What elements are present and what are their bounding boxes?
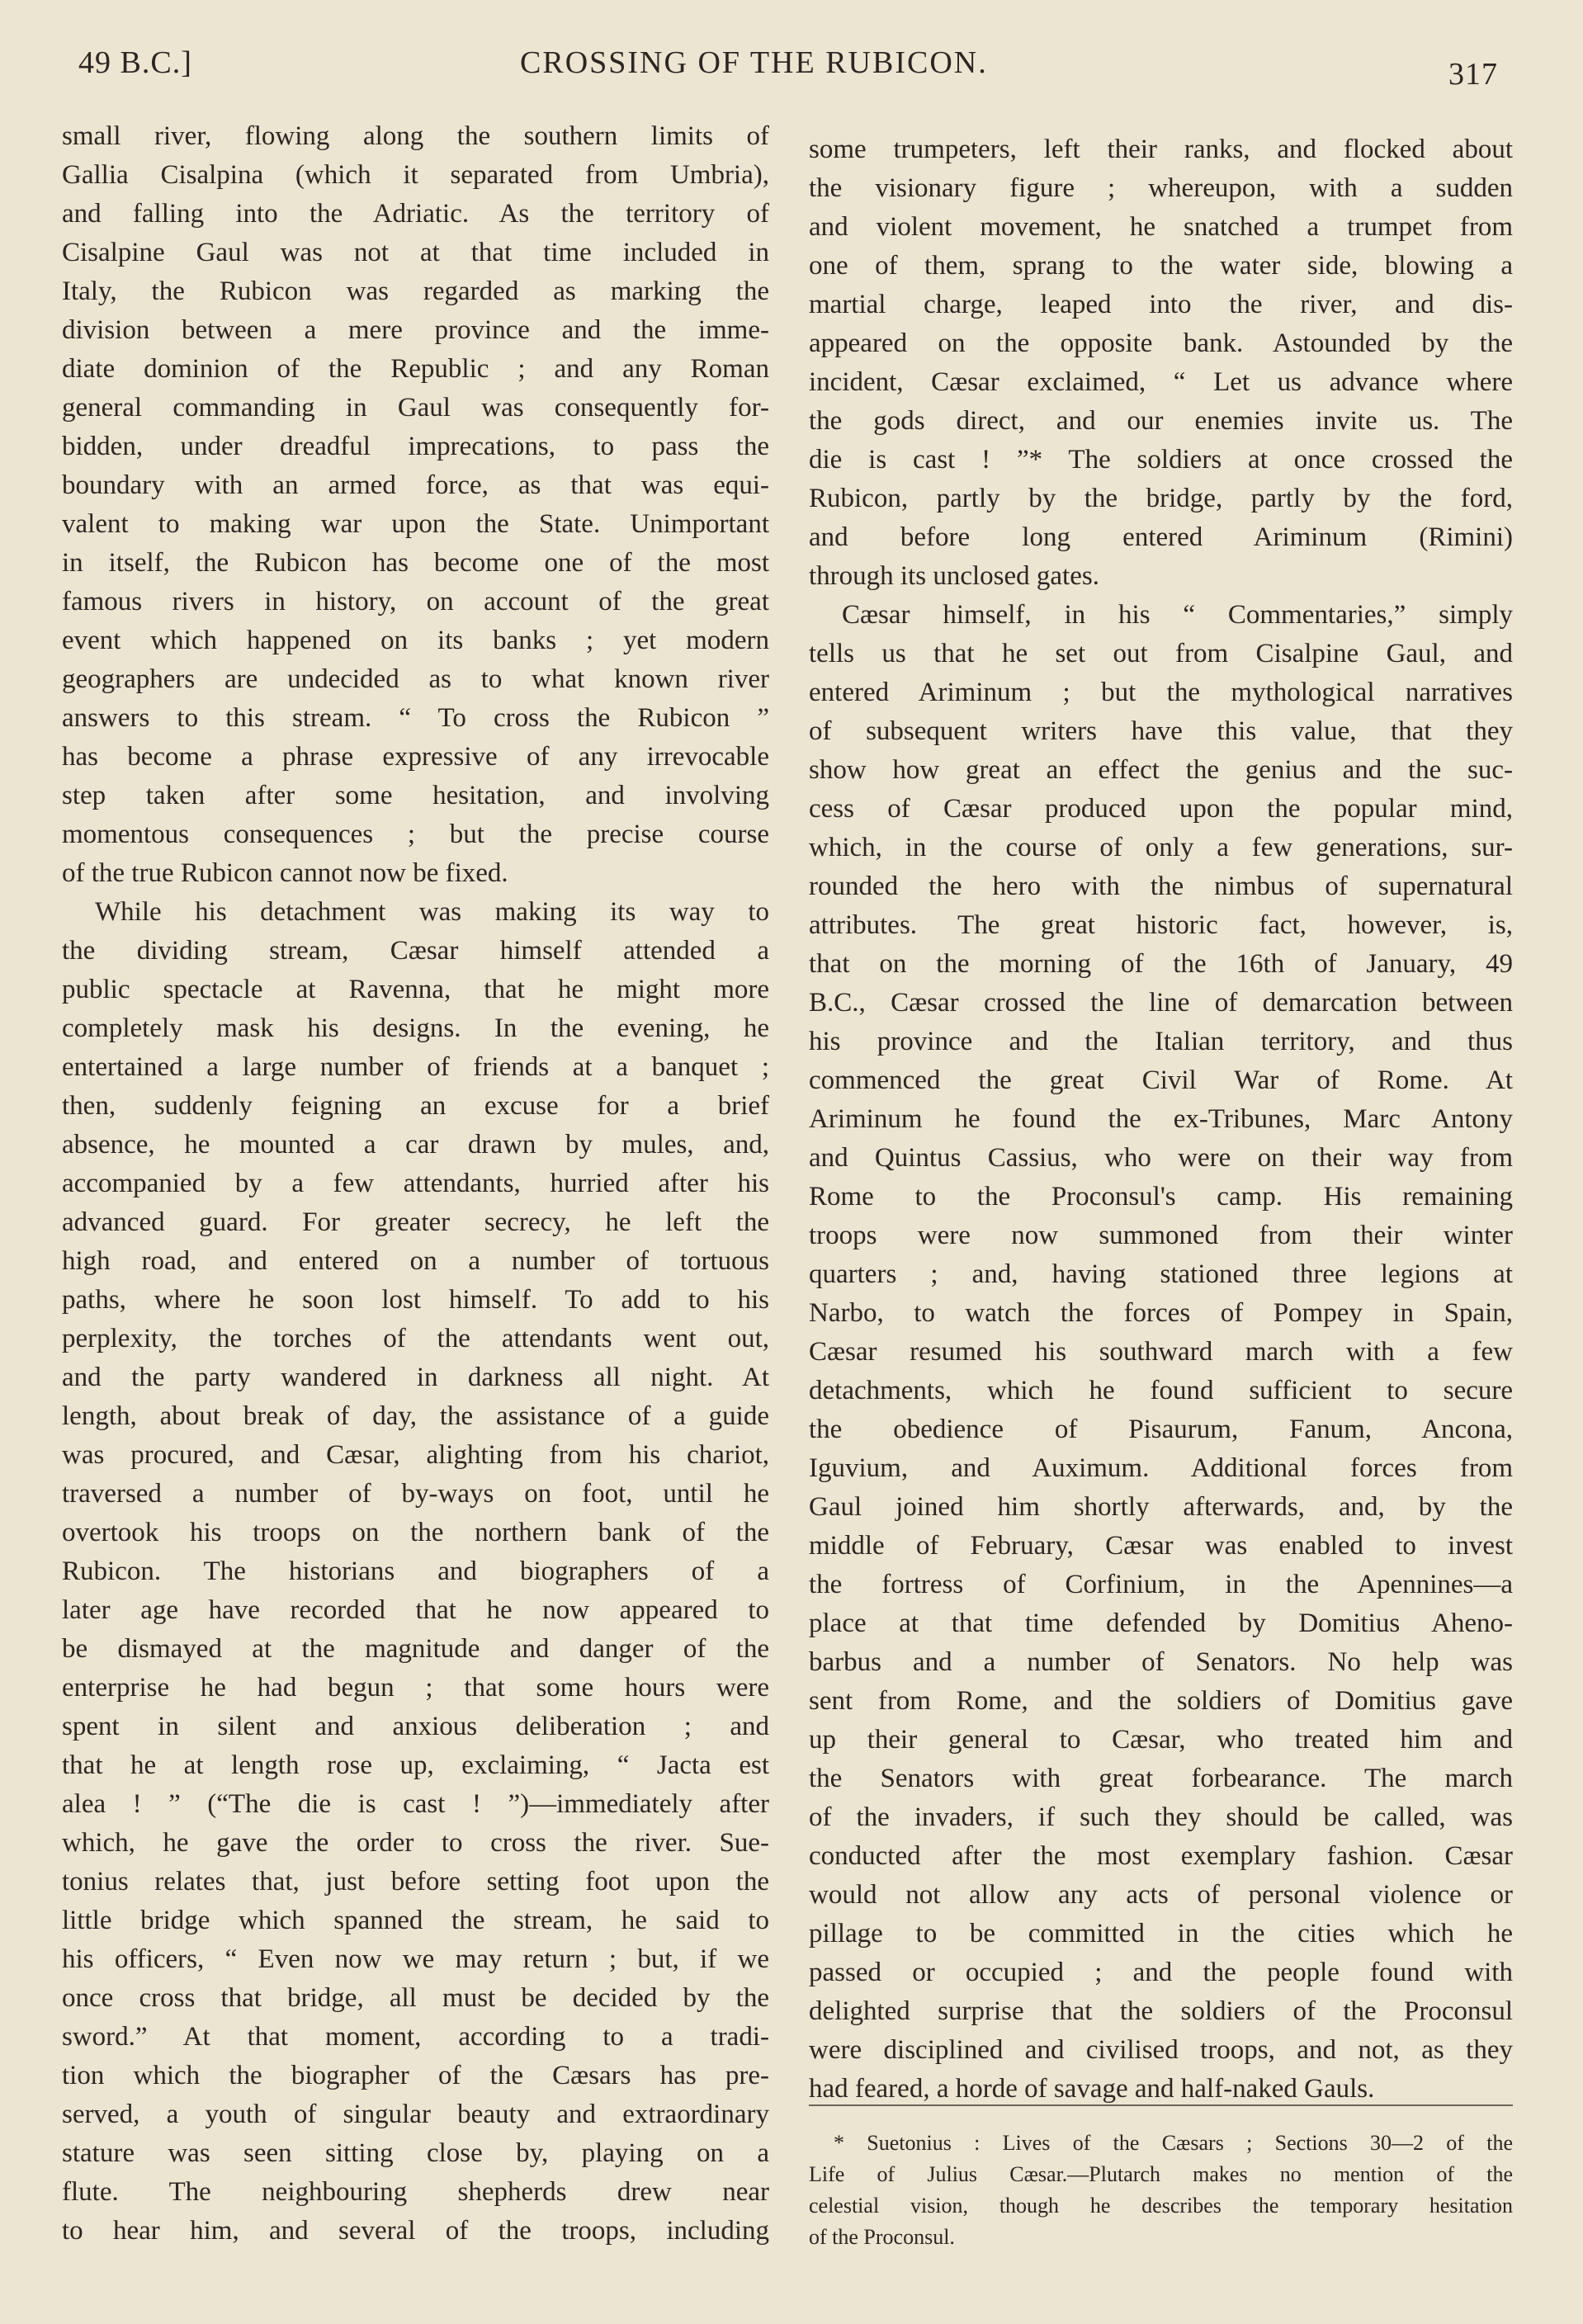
text-line: Rubicon, partly by the bridge, partly by the ford, — [809, 484, 1513, 513]
text-line: has become a phrase expressive of any irrevocable — [62, 742, 769, 772]
text-line: little bridge which spanned the stream, he said to — [62, 1906, 769, 1935]
text-line: flute. The neighbouring shepherds drew near — [62, 2177, 769, 2207]
text-line: alea ! ” (“The die is cast ! ”)—immediately after — [62, 1789, 769, 1819]
text-line: had feared, a horde of savage and half-naked Gauls. — [809, 2074, 1375, 2104]
text-line: which, in the course of only a few generations, sur- — [809, 833, 1513, 862]
text-line: famous rivers in history, on account of the great — [62, 587, 769, 616]
text-line: completely mask his designs. In the evening, he — [62, 1013, 769, 1043]
text-line: that on the morning of the 16th of January, 49 — [809, 949, 1513, 979]
text-line: through its unclosed gates. — [809, 561, 1099, 591]
text-line: was procured, and Cæsar, alighting from his chariot, — [62, 1440, 769, 1470]
text-line: pillage to be committed in the cities which he — [809, 1919, 1513, 1948]
text-line: appeared on the opposite bank. Astounded by the — [809, 328, 1513, 358]
text-line: up their general to Cæsar, who treated him and — [809, 1725, 1513, 1755]
text-line: and the party wandered in darkness all night. At — [62, 1363, 769, 1392]
text-line: sword.” At that moment, according to a tradi- — [62, 2022, 769, 2052]
text-line: of the true Rubicon cannot now be fixed. — [62, 858, 508, 888]
text-line: valent to making war upon the State. Unimportant — [62, 509, 769, 539]
text-line: of the Proconsul. — [809, 2225, 955, 2249]
text-line: quarters ; and, having stationed three legions at — [809, 1259, 1513, 1289]
text-line: passed or occupied ; and the people found with — [809, 1958, 1513, 1987]
text-line: martial charge, leaped into the river, and dis- — [809, 290, 1513, 319]
text-line: place at that time defended by Domitius Aheno- — [809, 1608, 1513, 1638]
text-line: bidden, under dreadful imprecations, to pass the — [62, 432, 769, 461]
text-line: step taken after some hesitation, and involving — [62, 781, 769, 810]
footnote — [809, 2128, 1513, 2253]
text-line: absence, he mounted a car drawn by mules, and, — [62, 1130, 769, 1160]
text-line: then, suddenly feigning an excuse for a brief — [62, 1091, 769, 1121]
text-line: Rubicon. The historians and biographers of a — [62, 1556, 769, 1586]
text-line: stature was seen sitting close by, playing on a — [62, 2138, 769, 2168]
text-line: enterprise he had begun ; that some hours were — [62, 1673, 769, 1703]
text-line: diate dominion of the Republic ; and any Roman — [62, 354, 769, 384]
text-line: which, he gave the order to cross the river. Sue- — [62, 1828, 769, 1858]
text-line: some trumpeters, left their ranks, and flocked about — [809, 135, 1513, 164]
text-line: event which happened on its banks ; yet modern — [62, 626, 769, 655]
text-line: tonius relates that, just before setting foot upon the — [62, 1867, 769, 1897]
running-header — [62, 40, 1506, 97]
text-line: B.C., Cæsar crossed the line of demarcation between — [809, 988, 1513, 1018]
text-line: Ariminum he found the ex-Tribunes, Marc Antony — [809, 1104, 1513, 1134]
text-line: Life of Julius Cæsar.—Plutarch makes no mention of the — [809, 2162, 1513, 2186]
text-line: Gallia Cisalpina (which it separated from Umbria), — [62, 160, 769, 190]
text-line: delighted surprise that the soldiers of the Proconsul — [809, 1996, 1513, 2026]
text-line: would not allow any acts of personal violence or — [809, 1880, 1513, 1910]
text-line: Gaul joined him shortly afterwards, and, by the — [809, 1492, 1513, 1522]
text-line: * Suetonius : Lives of the Cæsars ; Sections 30—2 of the — [834, 2131, 1513, 2155]
text-line: the Senators with great forbearance. The march — [809, 1764, 1513, 1793]
text-line: entertained a large number of friends at a banquet ; — [62, 1052, 769, 1082]
text-line: conducted after the most exemplary fashion. Cæsar — [809, 1841, 1513, 1871]
text-line: to hear him, and several of the troops, including — [62, 2216, 769, 2246]
text-line: one of them, sprang to the water side, blowing a — [809, 251, 1513, 281]
text-line: served, a youth of singular beauty and extraordinary — [62, 2100, 769, 2129]
text-line: Iguvium, and Auximum. Additional forces from — [809, 1453, 1513, 1483]
text-line: tells us that he set out from Cisalpine Gaul, and — [809, 639, 1513, 668]
text-line: Cæsar resumed his southward march with a few — [809, 1337, 1513, 1367]
text-line: the gods direct, and our enemies invite us. The — [809, 406, 1513, 436]
text-line: barbus and a number of Senators. No help was — [809, 1647, 1513, 1677]
text-line: his province and the Italian territory, and thus — [809, 1027, 1513, 1056]
text-line: spent in silent and anxious deliberation ; and — [62, 1712, 769, 1741]
text-line: commenced the great Civil War of Rome. At — [809, 1065, 1513, 1095]
header-date: 49 B.C.] — [78, 45, 192, 80]
text-line: later age have recorded that he now appeared to — [62, 1595, 769, 1625]
text-line: high road, and entered on a number of tortuous — [62, 1246, 769, 1276]
text-line: momentous consequences ; but the precise course — [62, 820, 769, 849]
text-line: and before long entered Ariminum (Rimini) — [809, 522, 1513, 552]
header-title: CROSSING OF THE RUBICON. — [520, 45, 988, 80]
text-line: that he at length rose up, exclaiming, “ Jacta est — [62, 1750, 769, 1780]
text-line: perplexity, the torches of the attendants went out, — [62, 1324, 769, 1353]
text-line: the fortress of Corfinium, in the Apennines—a — [809, 1570, 1513, 1599]
text-line: were disciplined and civilised troops, and not, as they — [809, 2035, 1513, 2065]
text-line: While his detachment was making its way to — [95, 897, 769, 927]
text-line: the visionary figure ; whereupon, with a sudden — [809, 173, 1513, 203]
text-line: advanced guard. For greater secrecy, he left the — [62, 1207, 769, 1237]
text-line: detachments, which he found sufficient to secure — [809, 1376, 1513, 1405]
text-line: incident, Cæsar exclaimed, “ Let us advance where — [809, 367, 1513, 397]
text-line: the obedience of Pisaurum, Fanum, Ancona, — [809, 1415, 1513, 1444]
text-line: once cross that bridge, all must be decided by the — [62, 1983, 769, 2013]
text-line: public spectacle at Ravenna, that he might more — [62, 975, 769, 1004]
text-line: of subsequent writers have this value, that they — [809, 716, 1513, 746]
text-line: celestial vision, though he describes the temporary hesitation — [809, 2194, 1513, 2218]
text-line: overtook his troops on the northern bank of the — [62, 1518, 769, 1547]
text-line: entered Ariminum ; but the mythological narratives — [809, 678, 1513, 707]
text-line: in itself, the Rubicon has become one of the most — [62, 548, 769, 578]
text-line: and falling into the Adriatic. As the territory of — [62, 199, 769, 229]
right-column-text — [809, 130, 1513, 2109]
text-line: Narbo, to watch the forces of Pompey in Spain, — [809, 1298, 1513, 1328]
text-line: Rome to the Proconsul's camp. His remaining — [809, 1182, 1513, 1212]
text-line: traversed a number of by-ways on foot, until he — [62, 1479, 769, 1509]
text-line: accompanied by a few attendants, hurried after his — [62, 1169, 769, 1198]
text-line: attributes. The great historic fact, however, is, — [809, 910, 1513, 940]
text-line: division between a mere province and the imme- — [62, 315, 769, 345]
text-line: Cisalpine Gaul was not at that time included in — [62, 238, 769, 267]
text-line: general commanding in Gaul was consequently for- — [62, 393, 769, 423]
text-line: Italy, the Rubicon was regarded as marking the — [62, 276, 769, 306]
text-line: rounded the hero with the nimbus of supernatural — [809, 872, 1513, 901]
text-line: tion which the biographer of the Cæsars has pre- — [62, 2061, 769, 2090]
text-line: small river, flowing along the southern limits of — [62, 121, 769, 151]
text-line: be dismayed at the magnitude and danger of the — [62, 1634, 769, 1664]
text-line: his officers, “ Even now we may return ; but, if we — [62, 1944, 769, 1974]
text-line: and Quintus Cassius, who were on their way from — [809, 1143, 1513, 1173]
text-line: cess of Cæsar produced upon the popular mind, — [809, 794, 1513, 824]
text-line: boundary with an armed force, as that was equi- — [62, 470, 769, 500]
footnote-divider — [809, 2104, 1513, 2106]
text-line: the dividing stream, Cæsar himself attended a — [62, 936, 769, 966]
page-number: 317 — [1448, 57, 1498, 92]
text-line: and violent movement, he snatched a trumpet from — [809, 212, 1513, 242]
text-line: troops were now summoned from their winter — [809, 1221, 1513, 1250]
text-line: sent from Rome, and the soldiers of Domitius gave — [809, 1686, 1513, 1716]
text-line: paths, where he soon lost himself. To add to his — [62, 1285, 769, 1315]
text-line: geographers are undecided as to what known river — [62, 664, 769, 694]
text-line: answers to this stream. “ To cross the Rubicon ” — [62, 703, 769, 733]
text-line: show how great an effect the genius and the suc- — [809, 755, 1513, 785]
text-line: of the invaders, if such they should be called, was — [809, 1802, 1513, 1832]
text-line: middle of February, Cæsar was enabled to invest — [809, 1531, 1513, 1561]
text-line: die is cast ! ”* The soldiers at once crossed the — [809, 445, 1513, 475]
text-line: Cæsar himself, in his “ Commentaries,” simply — [842, 600, 1513, 630]
left-column-text — [62, 117, 769, 2251]
text-line: length, about break of day, the assistance of a guide — [62, 1401, 769, 1431]
